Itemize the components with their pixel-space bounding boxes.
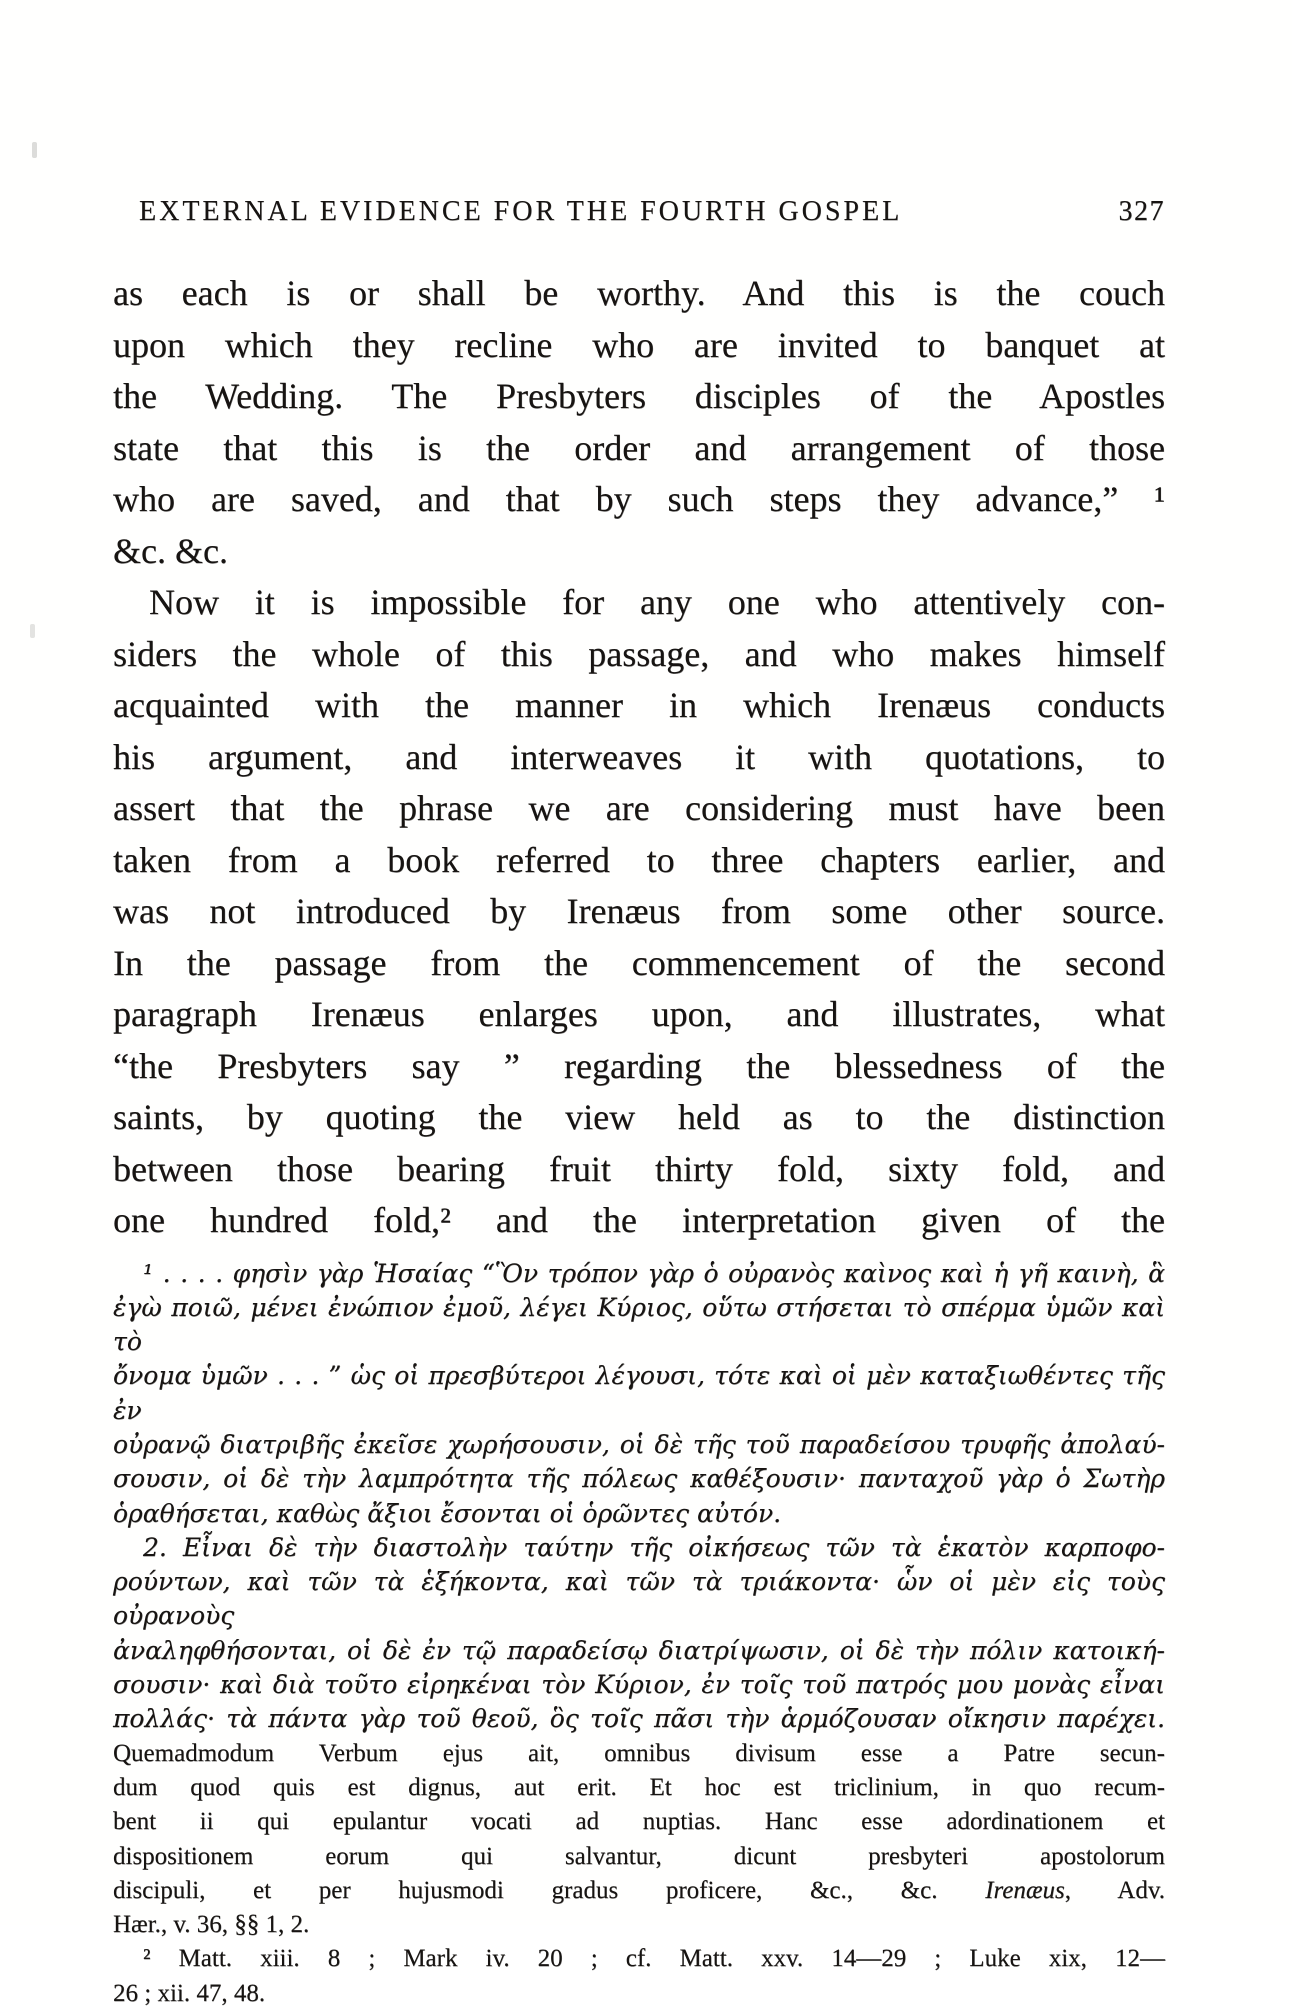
footnotes xyxy=(113,1257,1165,2011)
footnote-2-line: dispositionem eorum qui salvantur, dicunt presbyteri apostolorum xyxy=(113,1840,1165,1874)
footnote-2-line: ρούντων, καὶ τῶν τὰ ἑξήκοντα, καὶ τῶν τὰ τριάκοντα· ὧν οἱ μὲν εἰς τοὺς οὐρανοὺς xyxy=(113,1565,1165,1634)
body-line: between those bearing fruit thirty fold, sixty fold, and xyxy=(113,1144,1165,1196)
body-line: who are saved, and that by such steps they advance,” ¹ xyxy=(113,474,1165,526)
body-line: In the passage from the commencement of the second xyxy=(113,938,1165,990)
text-block xyxy=(113,196,1165,2011)
footnote-1-line: ἐγὼ ποιῶ, μένει ἐνώπιον ἐμοῦ, λέγει Κύριος, οὕτω στήσεται τὸ σπέρμα ὑμῶν καὶ τὸ xyxy=(113,1291,1165,1360)
footnote-2-line: 2. Εἶναι δὲ τὴν διαστολὴν ταύτην τῆς οἰκήσεως τῶν τὰ ἑκατὸν καρποφο- xyxy=(113,1531,1165,1565)
footnote-2-line: Hær., v. 36, §§ 1, 2. xyxy=(113,1908,1165,1942)
scan-artifact xyxy=(32,142,37,158)
body-line: one hundred fold,² and the interpretation given of the xyxy=(113,1195,1165,1247)
footnote-2-line: dum quod quis est dignus, aut erit. Et hoc est triclinium, in quo recum- xyxy=(113,1771,1165,1805)
body-line: taken from a book referred to three chapters earlier, and xyxy=(113,835,1165,887)
footnote-1-line: ¹ . . . . φησὶν γὰρ Ἡσαίας “Ὃν τρόπον γὰρ ὁ οὐρανὸς καὶνος καὶ ἡ γῆ καινὴ, ἃ xyxy=(113,1257,1165,1291)
body-line: upon which they recline who are invited to banquet at xyxy=(113,320,1165,372)
running-title: EXTERNAL EVIDENCE FOR THE FOURTH GOSPEL xyxy=(139,196,902,228)
scan-artifact xyxy=(30,624,35,638)
footnote-3-line: ² Matt. xiii. 8 ; Mark iv. 20 ; cf. Matt. xxv. 14—29 ; Luke xix, 12— xyxy=(113,1942,1165,1976)
body-line: assert that the phrase we are considering must have been xyxy=(113,783,1165,835)
body-line: his argument, and interweaves it with quotations, to xyxy=(113,732,1165,784)
page-number: 327 xyxy=(1119,196,1166,228)
citation-text: discipuli, et per hujusmodi gradus proficere, &c., &c. xyxy=(113,1877,985,1904)
body-line: “the Presbyters say ” regarding the blessedness of the xyxy=(113,1041,1165,1093)
page-header xyxy=(113,196,1165,228)
body-line: the Wedding. The Presbyters disciples of the Apostles xyxy=(113,371,1165,423)
body-line: &c. &c. xyxy=(113,526,1165,578)
body-line: was not introduced by Irenæus from some other source. xyxy=(113,886,1165,938)
body-line: acquainted with the manner in which Irenæus conducts xyxy=(113,680,1165,732)
footnote-1-line: οὐρανῷ διατριβῆς ἐκεῖσε χωρήσουσιν, οἱ δὲ τῆς τοῦ παραδείσου τρυφῆς ἀπολαύ- xyxy=(113,1428,1165,1462)
body-line: Now it is impossible for any one who attentively con- xyxy=(113,577,1165,629)
citation-text: , Adv. xyxy=(1065,1877,1165,1904)
footnote-2-line: ἀναληφθήσονται, οἱ δὲ ἐν τῷ παραδείσῳ διατρίψωσιν, οἱ δὲ τὴν πόλιν κατοική- xyxy=(113,1634,1165,1668)
footnote-2-line: σουσιν· καὶ διὰ τοῦτο εἰρηκέναι τὸν Κύριον, ἐν τοῖς τοῦ πατρός μου μονὰς εἶναι xyxy=(113,1668,1165,1702)
body-line: siders the whole of this passage, and who makes himself xyxy=(113,629,1165,681)
body-line: state that this is the order and arrangement of those xyxy=(113,423,1165,475)
footnote-1-line: ὁραθήσεται, καθὼς ἄξιοι ἔσονται οἱ ὁρῶντες αὐτόν. xyxy=(113,1497,1165,1531)
footnote-2-citation-line xyxy=(113,1874,1165,1908)
footnote-2-line: bent ii qui epulantur vocati ad nuptias. Hanc esse adordinationem et xyxy=(113,1805,1165,1839)
body-text xyxy=(113,268,1165,1247)
body-line: paragraph Irenæus enlarges upon, and illustrates, what xyxy=(113,989,1165,1041)
footnote-1-line: σουσιν, οἱ δὲ τὴν λαμπρότητα τῆς πόλεως καθέξουσιν· πανταχοῦ γὰρ ὁ Σωτὴρ xyxy=(113,1462,1165,1496)
body-line: as each is or shall be worthy. And this is the couch xyxy=(113,268,1165,320)
body-line: saints, by quoting the view held as to the distinction xyxy=(113,1092,1165,1144)
citation-work-author: Irenæus xyxy=(985,1877,1065,1904)
footnote-2-line: πολλάς· τὰ πάντα γὰρ τοῦ θεοῦ, ὃς τοῖς πᾶσι τὴν ἁρμόζουσαν οἴκησιν παρέχει. xyxy=(113,1702,1165,1736)
footnote-1-line: ὄνομα ὑμῶν . . . ” ὡς οἱ πρεσβύτεροι λέγουσι, τότε καὶ οἱ μὲν καταξιωθέντες τῆς ἐν xyxy=(113,1359,1165,1428)
footnote-3-line: 26 ; xii. 47, 48. xyxy=(113,1977,1165,2011)
footnote-2-line: Quemadmodum Verbum ejus ait, omnibus divisum esse a Patre secun- xyxy=(113,1737,1165,1771)
